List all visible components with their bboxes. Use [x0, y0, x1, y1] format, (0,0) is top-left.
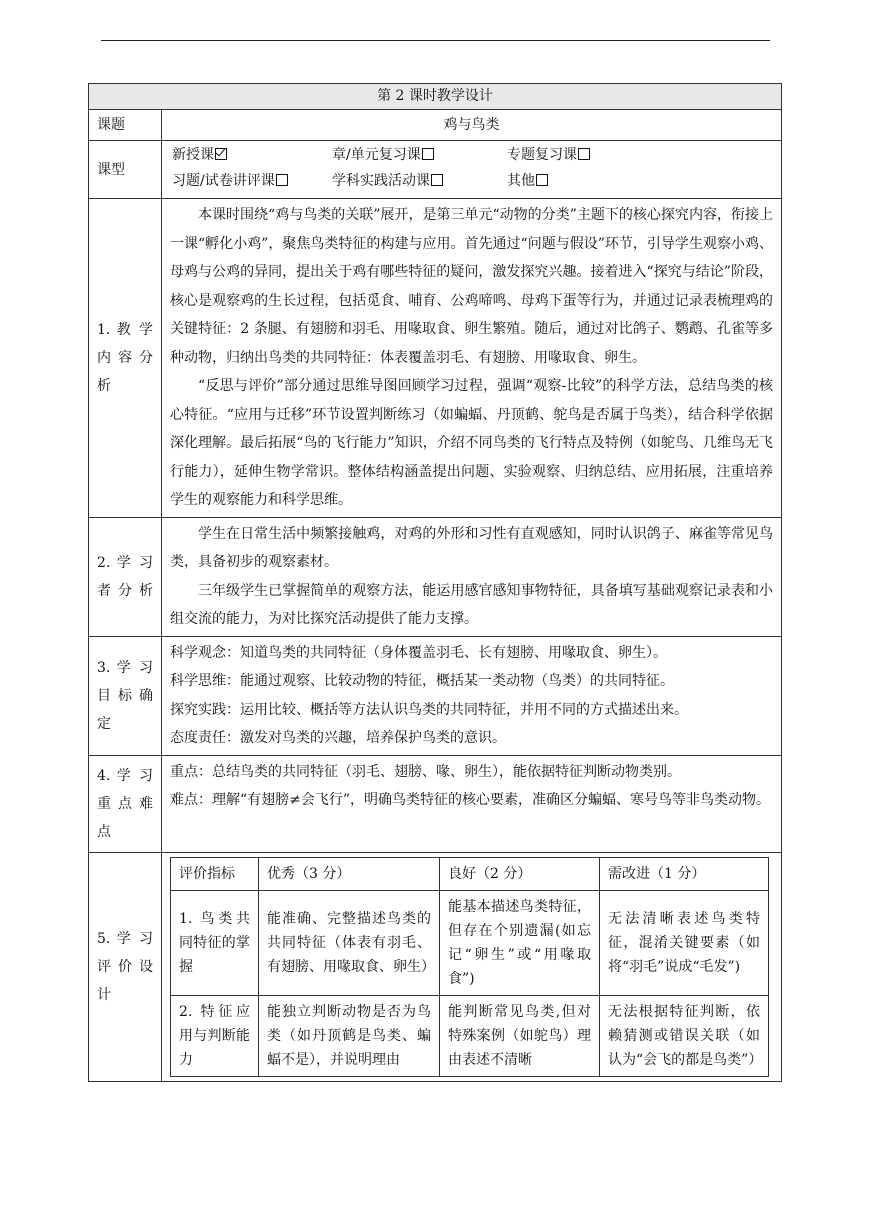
checkbox-icon[interactable] — [422, 148, 434, 160]
topic-value: 鸡与鸟类 — [443, 117, 500, 133]
evaluation-cell: 能准确、完整描述鸟类的共同特征（体表有羽毛、有翅膀、用喙取食、卵生） — [259, 890, 440, 995]
lesson-type-label: 课型 — [97, 161, 125, 178]
lesson-type-option[interactable]: 专题复习课 — [507, 146, 707, 164]
evaluation-table — [170, 857, 769, 1077]
table-title: 第 2 课时教学设计 — [89, 84, 782, 110]
checkbox-icon[interactable] — [431, 174, 443, 186]
lesson-type-option[interactable]: 章/单元复习课 — [332, 146, 507, 164]
objectives-label: 3. 学 习 目 标 确 定 — [97, 659, 153, 732]
evaluation-row-item — [171, 890, 769, 995]
learner-paragraph: 学生在日常生活中频繁接触鸡，对鸡的外形和习性有直观感知，同时认识鸽子、麻雀等常见鸟类，具备初步的观察素材。 — [170, 525, 773, 570]
content-analysis-label: 1. 教 学 内 容 分 析 — [97, 321, 153, 394]
evaluation-cell: 无法清晰表述鸟类特征，混淆关键要素（如将“羽毛”说成“毛发”) — [600, 890, 769, 995]
lesson-type-option[interactable]: 其他 — [507, 172, 707, 190]
key-points-label: 4. 学 习 重 点 难 点 — [97, 767, 153, 840]
checkbox-icon[interactable] — [578, 148, 590, 160]
objectives-row — [89, 636, 782, 755]
lesson-type-option[interactable]: 习题/试卷讲评课 — [172, 172, 332, 190]
evaluation-header: 评价指标 — [171, 857, 259, 890]
objective-line: 态度责任：激发对鸟类的兴趣，培养保护鸟类的意识。 — [170, 730, 506, 746]
objective-line: 科学观念：知道鸟类的共同特征（身体覆盖羽毛、长有翅膀、用喙取食、卵生）。 — [170, 644, 667, 661]
learner-analysis-row — [89, 517, 782, 636]
lesson-type-option[interactable]: 新授课 — [172, 146, 332, 164]
topic-label: 课题 — [97, 117, 125, 133]
evaluation-row — [89, 852, 782, 1081]
checked-box-icon[interactable] — [215, 148, 227, 160]
learner-paragraph: 三年级学生已掌握简单的观察方法，能运用感官感知事物特征，具备填写基础观察记录表和小组交流的能力，为对比探究活动提供了能力支撑。 — [170, 582, 773, 627]
lesson-type-row — [89, 141, 782, 199]
evaluation-header: 需改进（1 分） — [600, 857, 769, 890]
lesson-design-table — [88, 83, 782, 1082]
objective-line: 探究实践：运用比较、概括等方法认识鸟类的共同特征，并用不同的方式描述出来。 — [170, 701, 688, 718]
learner-analysis-label: 2. 学 习 者分析 — [97, 554, 153, 599]
key-point-line: 难点：理解“有翅膀≠会飞行”，明确鸟类特征的核心要素，准确区分蝙蝠、寒号鸟等非鸟类动物。 — [170, 792, 771, 808]
evaluation-cell: 无法根据特征判断，依赖猜测或错误关联（如认为“会飞的都是鸟类”） — [600, 995, 769, 1076]
evaluation-cell: 2. 特征应用与判断能力 — [171, 995, 259, 1076]
evaluation-cell: 能独立判断动物是否为鸟类（如丹顶鹤是鸟类、蝙蝠不是），并说明理由 — [259, 995, 440, 1076]
content-paragraph: 本课时围绕“鸡与鸟类的关联”展开，是第三单元“动物的分类”主题下的核心探究内容，衔接上一课“孵化小鸡”，聚焦鸟类特征的构建与应用。首先通过“问题与假设”环节，引导学生观察小鸡、母鸡与公鸡的异同，提出关于鸡有哪些特征的疑问，激发探究兴趣。接着进入“探究与结论”阶段，核心是观察鸡的生长过程，包括觅食、哺育、公鸡啼鸣、母鸡下蛋等行为，并通过记录表梳理鸡的关键特征：2 条腿、有翅膀和羽毛、用喙取食、卵生繁殖。随后，通过对比鸽子、鹦鹉、孔雀等多种动物，归纳出鸟类的共同特征：体表覆盖羽毛、有翅膀、用喙取食、卵生。 — [170, 207, 773, 366]
evaluation-cell: 能判断常见鸟类,但对特殊案例（如鸵鸟）理由表述不清晰 — [440, 995, 600, 1076]
key-point-line: 重点：总结鸟类的共同特征（羽毛、翅膀、喙、卵生），能依据特征判断动物类别。 — [170, 763, 681, 780]
content-analysis-row — [89, 199, 782, 518]
evaluation-row-item — [171, 995, 769, 1076]
lesson-type-option[interactable]: 学科实践活动课 — [332, 172, 507, 190]
evaluation-cell: 能基本描述鸟类特征，但存在个别遗漏(如忘记“卵生”或“用喙取食”) — [440, 890, 600, 995]
checkbox-icon[interactable] — [536, 174, 548, 186]
evaluation-label: 5. 学 习 评 价 设 计 — [97, 930, 153, 1003]
checkbox-icon[interactable] — [276, 174, 288, 186]
lesson-type-options — [162, 141, 781, 195]
header-rule — [101, 40, 770, 41]
objective-line: 科学思维：能通过观察、比较动物的特征，概括某一类动物（鸟类）的共同特征。 — [170, 673, 674, 689]
evaluation-header: 优秀（3 分） — [259, 857, 440, 890]
evaluation-header: 良好（2 分） — [440, 857, 600, 890]
topic-row — [89, 110, 782, 141]
evaluation-header-row — [171, 857, 769, 890]
title-row — [89, 84, 782, 110]
key-points-row — [89, 755, 782, 852]
evaluation-cell: 1. 鸟类共同特征的掌握 — [171, 890, 259, 995]
content-paragraph: “反思与评价”部分通过思维导图回顾学习过程，强调“观察-比较”的科学方法，总结鸟类的核心特征。“应用与迁移”环节设置判断练习（如蝙蝠、丹顶鹤、鸵鸟是否属于鸟类），结合科学依据深化理解。最后拓展“鸟的飞行能力”知识，介绍不同鸟类的飞行特点及特例（如鸵鸟、几维鸟无飞行能力），延伸生物学常识。整体结构涵盖提出问题、实验观察、归纳总结、应用拓展，注重培养学生的观察能力和科学思维。 — [170, 378, 773, 508]
